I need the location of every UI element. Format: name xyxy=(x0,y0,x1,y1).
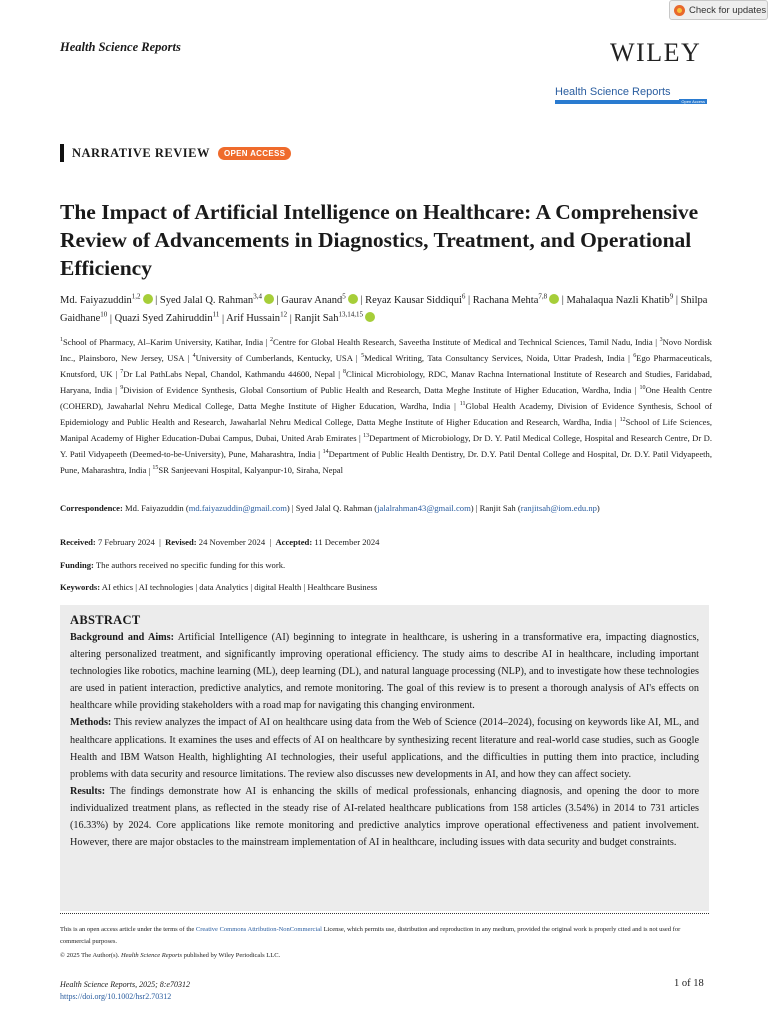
keywords: Keywords: AI ethics | AI technologies | data Analytics | digital Health | Healthcare Business xyxy=(60,582,378,592)
affiliation-number: 9 xyxy=(120,385,124,392)
abstract-section-label: Background and Aims: xyxy=(70,632,175,643)
orcid-icon[interactable] xyxy=(143,294,153,304)
copyright-post: published by Wiley Periodicals LLC. xyxy=(183,952,281,959)
affiliation: $^5$Medical Writing, Tata Consultancy Services, Noida, Uttar Pradesh, India xyxy=(361,352,625,363)
affiliation: $^4$University of Cumberlands, Kentucky, USA xyxy=(192,352,353,363)
journal-logo-text: Health Science Reports xyxy=(555,86,671,98)
affiliation: $^{10}$One Health Centre (COHERD), Jawaharlal Nehru Medical College, Datta Meghe Institute of Higher Education, Wardha, India xyxy=(60,385,712,412)
keyword[interactable]: data Analytics xyxy=(199,582,249,592)
author-affiliation-ref: 6 xyxy=(461,292,466,300)
author-affiliation-ref: 10 xyxy=(100,310,108,319)
received-label: Received: xyxy=(60,537,96,547)
author[interactable]: Shilpa Gaidhane$^{10}$ xyxy=(60,294,708,324)
affiliation: $^{14}$Department of Public Health Dentistry, Dr. D.Y. Patil Dental College and Hospital, Dr. D.Y. Patil Vidyapeeth, Pune, Maharashtra, India xyxy=(60,449,712,476)
open-access-logo-text: Open Access xyxy=(681,99,705,104)
affiliation: $^{13}$Department of Microbiology, Dr D. Y. Patil Medical College, Hospital and Research Centre, Dr D. Y. Patil Vidyapeeth (Deemed-to-be-University), Pune, Maharashtra, India xyxy=(60,433,712,460)
journal-name-header: Health Science Reports xyxy=(60,40,181,54)
affiliation-number: 3 xyxy=(659,337,663,343)
author[interactable]: Ranjit Sah$^{13,14,15}$ xyxy=(294,313,375,324)
check-for-updates-button[interactable] xyxy=(669,0,768,20)
affiliation-number: 13 xyxy=(363,433,370,440)
affiliation-number: 12 xyxy=(619,417,626,424)
keyword[interactable]: AI technologies xyxy=(138,582,194,592)
abstract-section xyxy=(70,629,699,714)
open-access-badge: OPEN ACCESS xyxy=(218,147,291,160)
affiliation-number: 15 xyxy=(152,465,159,472)
affiliation-number: 14 xyxy=(322,449,329,456)
abstract-section xyxy=(70,783,699,851)
correspondent-email[interactable]: ranjitsah@iom.edu.np xyxy=(520,503,597,513)
affiliation-number: 6 xyxy=(633,353,637,360)
article-dates: Received: 7 February 2024 | Revised: 24 November 2024 | Accepted: 11 December 2024 xyxy=(60,537,380,547)
author-list: Md. Faiyazuddin$^{1,2}$ | Syed Jalal Q. Rahman$^{3,4}$ | Gaurav Anand$^5$ | Reyaz Kausar Siddiqui$^6$ | Rachana Mehta$^{7,8}$ | Mahalaqua Nazli Khatib$^9$ | Shilpa Gaidhane$^{10}$ | Quazi Syed Zahiruddin$^{11}$ | Arif Hussain$^{12}$ | Ranjit Sah$^{13,14,15}$ xyxy=(60,292,708,324)
funding-text: The authors received no specific funding for this work. xyxy=(95,560,286,570)
orcid-icon[interactable] xyxy=(264,294,274,304)
received-date: 7 February 2024 xyxy=(97,537,155,547)
funding-label: Funding: xyxy=(60,560,94,570)
correspondent-name: Ranjit Sah xyxy=(479,503,516,513)
affiliation: $^{11}$Global Health Academy, Division of Evidence Synthesis, School of Epidemiology and Public Health and Research, Jawaharlal Nehru Medical College, Datta Meghe Institute of Higher Education and Research, Wardha, India xyxy=(60,401,712,428)
author-affiliation-ref: 7,8 xyxy=(538,292,548,300)
abstract-section-text: This review analyzes the impact of AI on healthcare using data from the Web of Science (2014–2024), focusing on keywords like AI, ML, and healthcare applications. It examines the uses and effects of AI on healthcare by synthesizing recent literature and real-world case studies, such as Google Health and IBM Watson Health, highlighting AI technologies, their useful applications, and the difficulties in putting them into practice, including problems with data security and resource limitations. The review also discusses new developments in AI, and how they can affect society. xyxy=(70,717,699,780)
abstract-heading: ABSTRACT xyxy=(70,613,141,627)
orcid-icon[interactable] xyxy=(348,294,358,304)
article-type-label: NARRATIVE REVIEW xyxy=(72,145,210,160)
journal-logo-bar xyxy=(555,100,707,104)
affiliation: $^3$Novo Nordisk Inc., Plainsboro, New Jersey, USA xyxy=(60,336,712,363)
affiliation-number: 4 xyxy=(192,353,196,360)
affiliation-number: 11 xyxy=(459,401,466,408)
abstract-section-label: Results: xyxy=(70,785,106,797)
affiliation-number: 1 xyxy=(60,337,63,343)
affiliation-number: 2 xyxy=(269,337,273,343)
doi-link[interactable]: https://doi.org/10.1002/hsr2.70312 xyxy=(60,992,172,1001)
copyright-journal: Health Science Reports xyxy=(120,952,182,959)
publisher-logo[interactable]: WILEY xyxy=(610,38,702,67)
article-title: The Impact of Artificial Intelligence on Healthcare: A Comprehensive Review of Advancements in Diagnostics, Treatment, and Operational Efficiency xyxy=(60,200,699,280)
author-affiliation-ref: 9 xyxy=(669,292,674,300)
keyword[interactable]: digital Health xyxy=(254,582,302,592)
citation-footer: Health Science Reports, 2025; 8:e70312 xyxy=(60,980,190,989)
author-affiliation-ref: 1,2 xyxy=(131,292,141,300)
affiliation: $^9$Division of Evidence Synthesis, Global Consortium of Public Health and Research, Datta Meghe Institute of Higher Education, Wardha, India xyxy=(120,385,632,396)
affiliation-number: 10 xyxy=(639,385,646,392)
affiliations: $^1$School of Pharmacy, Al–Karim University, Katihar, India | $^2$Centre for Global Health Research, Saveetha Institute of Medical and Technical Sciences, Tamil Nadu, India | $^3$Novo Nordisk Inc., Plainsboro, New Jersey, USA | $^4$University of Cumberlands, Kentucky, USA | $^5$Medical Writing, Tata Consultancy Services, Noida, Uttar Pradesh, India | $^6$Ego Pharmaceuticals, Knutsford, UK | $^7$Dr Lal PathLabs Nepal, Chandol, Kathmandu 44600, Nepal | $^8$Clinical Microbiology, RDC, Manav Rachna International Institute of Research and Studies, Faridabad, Haryana, India | $^9$Division of Evidence Synthesis, Global Consortium of Public Health and Research, Datta Meghe Institute of Higher Education, Wardha, India | $^{10}$One Health Centre (COHERD), Jawaharlal Nehru Medical College, Datta Meghe Institute of Higher Education, Wardha, India | $^{11}$Global Health Academy, Division of Evidence Synthesis, School of Epidemiology and Public Health and Research, Jawaharlal Nehru Medical College, Datta Meghe Institute of Higher Education and Research, Wardha, India | $^{12}$School of Life Sciences, Manipal Academy of Higher Education-Dubai Campus, Dubai, United Arab Emirates | $^{13}$Department of Microbiology, Dr D. Y. Patil Medical College, Hospital and Research Centre, Dr D. Y. Patil Vidyapeeth (Deemed-to-be-University), Pune, Maharashtra, India | $^{14}$Department of Public Health Dentistry, Dr. D.Y. Patil Dental College and Hospital, Dr. D.Y. Patil Vidyapeeth, Pune, Maharashtra, India | $^{15}$SR Sanjeevani Hospital, Kalyanpur-10, Siraha, Nepal xyxy=(60,336,713,476)
author[interactable]: Quazi Syed Zahiruddin$^{11}$ xyxy=(114,310,220,324)
correspondence-label: Correspondence: xyxy=(60,503,123,513)
orcid-icon[interactable] xyxy=(549,294,559,304)
author[interactable]: Mahalaqua Nazli Khatib$^9$ xyxy=(566,292,674,306)
keyword[interactable]: AI ethics xyxy=(101,582,134,592)
affiliation: $^{12}$School of Life Sciences, Manipal Academy of Higher Education-Dubai Campus, Dubai, United Arab Emirates xyxy=(60,417,712,444)
article-type xyxy=(60,144,291,162)
keywords-label: Keywords: xyxy=(60,582,101,592)
copyright-pre: © 2025 The Author(s). xyxy=(60,952,120,959)
affiliation: $^8$Clinical Microbiology, RDC, Manav Rachna International Institute of Research and Studies, Faridabad, Haryana, India xyxy=(60,368,712,396)
correspondent-name: Md. Faiyazuddin xyxy=(125,503,184,513)
license-pre: This is an open access article under the terms of the xyxy=(60,926,195,933)
affiliation: $^1$School of Pharmacy, Al–Karim University, Katihar, India xyxy=(60,336,264,347)
affiliation: $^6$Ego Pharmaceuticals, Knutsford, UK xyxy=(60,352,713,379)
license-statement xyxy=(60,924,710,947)
abstract-section-text: Artificial Intelligence (AI) beginning to integrate in healthcare, is ushering in a transformative era, impacting diagnostics, altering personalized treatment, and significantly improving operational efficiency. The study aims to describe AI in healthcare, including important technologies like robotics, machine learning (ML), deep learning (DL), and natural language processing (NLP), and to investigate how these technologies are used in patient interaction, predictive analytics, and remote monitoring. The goal of this review is to present a thorough analysis of AI's effects on healthcare while providing stakeholders with a road map for navigating this changing environment. xyxy=(70,632,700,712)
accepted-label: Accepted: xyxy=(275,537,313,547)
affiliation-number: 7 xyxy=(120,369,124,376)
abstract-section-text: The findings demonstrate how AI is enhancing the skills of medical professionals, enhancing diagnosis, and opening the door to more individualized treatment plans, as reflected in the steady rise of AI-related healthcare publications from 158 articles (3.54%) in 2014 to 731 articles (16.33%) by 2024. Core applications like remote monitoring and predictive analytics improve operational effectiveness and patient involvement. However, there are major obstacles to the mainstream implementation of AI in healthcare, including issues with data security and budget constraints. xyxy=(70,785,699,849)
affiliation: $^7$Dr Lal PathLabs Nepal, Chandol, Kathmandu 44600, Nepal xyxy=(120,368,336,379)
keyword[interactable]: Healthcare Business xyxy=(307,582,378,592)
abstract-section-label: Methods: xyxy=(70,717,112,729)
abstract-section xyxy=(70,714,699,782)
revised-date: 24 November 2024 xyxy=(198,537,266,547)
correspondent-email[interactable]: jalalrahman43@gmail.com xyxy=(377,503,471,513)
author[interactable]: Md. Faiyazuddin$^{1,2}$ xyxy=(60,295,153,306)
journal-logo[interactable] xyxy=(555,86,707,104)
accepted-date: 11 December 2024 xyxy=(314,537,380,547)
correspondent-email[interactable]: md.faiyazuddin@gmail.com xyxy=(188,503,287,513)
author-affiliation-ref: 3,4 xyxy=(253,292,262,300)
check-for-updates-label: Check for updates xyxy=(689,4,767,16)
article-type-marker xyxy=(60,144,64,162)
author-affiliation-ref: 13,14,15 xyxy=(338,310,363,319)
license-post: License, which permits use, distribution and reproduction in any medium, provided the original work is properly cited and is not used for commercial purposes. xyxy=(60,926,681,945)
revised-label: Revised: xyxy=(165,537,197,547)
orcid-icon[interactable] xyxy=(365,312,375,322)
author-affiliation-ref: 5 xyxy=(342,292,346,300)
correspondence: Correspondence: Md. Faiyazuddin (md.faiyazuddin@gmail.com) | Syed Jalal Q. Rahman (jalalrahman43@gmail.com) | Ranjit Sah (ranjitsah@iom.edu.np) xyxy=(60,503,600,513)
affiliation-number: 5 xyxy=(361,353,365,360)
page-number: 1 of 18 xyxy=(674,978,704,989)
copyright xyxy=(60,952,280,959)
author[interactable]: Gaurav Anand$^5$ xyxy=(281,295,357,306)
divider xyxy=(60,913,709,914)
cc-license-link[interactable]: Creative Commons Attribution-NonCommercial xyxy=(195,926,322,933)
author-affiliation-ref: 12 xyxy=(280,310,288,319)
author[interactable]: Rachana Mehta$^{7,8}$ xyxy=(473,295,559,306)
author[interactable]: Reyaz Kausar Siddiqui$^6$ xyxy=(365,292,466,306)
funding-statement xyxy=(60,560,285,570)
correspondent-name: Syed Jalal Q. Rahman xyxy=(295,503,373,513)
affiliation-number: 8 xyxy=(342,369,346,376)
author[interactable]: Syed Jalal Q. Rahman$^{3,4}$ xyxy=(160,295,274,306)
author-affiliation-ref: 11 xyxy=(212,310,220,319)
abstract-box xyxy=(60,605,709,911)
affiliation: $^{15}$SR Sanjeevani Hospital, Kalyanpur-10, Siraha, Nepal xyxy=(152,465,343,476)
crossmark-icon xyxy=(674,5,685,16)
affiliation: $^2$Centre for Global Health Research, Saveetha Institute of Medical and Technical Sciences, Tamil Nadu, India xyxy=(269,336,653,347)
author[interactable]: Arif Hussain$^{12}$ xyxy=(226,310,288,324)
